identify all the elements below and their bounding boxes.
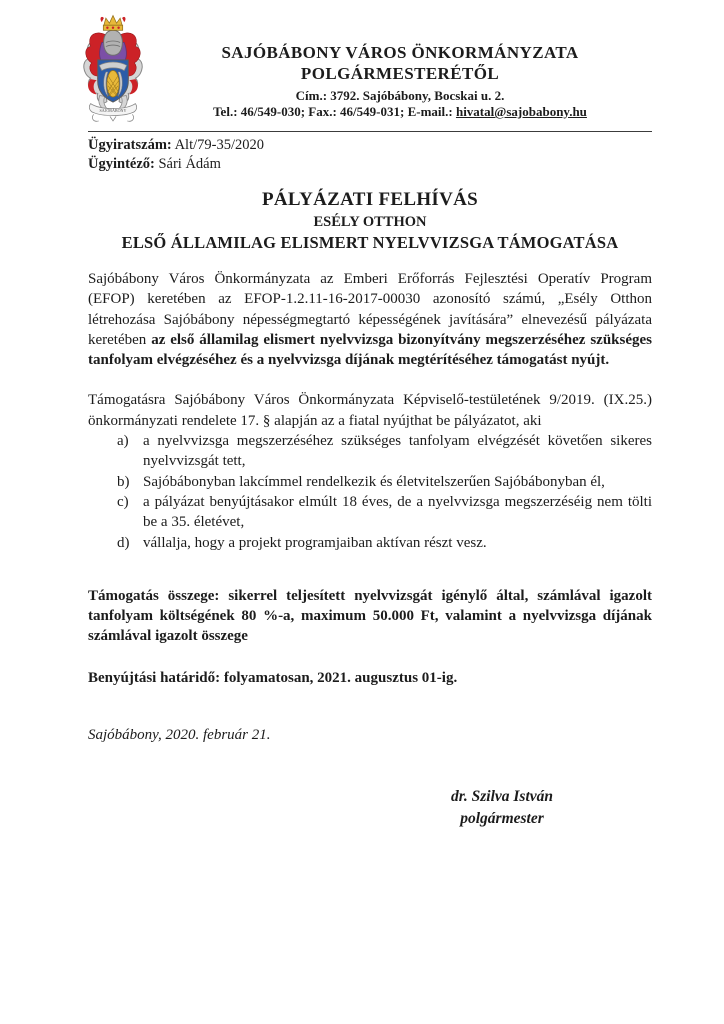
case-number-line	[88, 136, 652, 155]
intro-paragraph	[88, 269, 652, 370]
banner-text: SAJÓBÁBONY	[99, 107, 127, 113]
intro-paragraph-regular: Sajóbábony Város Önkormányzata az Emberi Erőforrás Fejlesztési Operatív Program (EFOP) keretében az EFOP-1.2.11-16-2017-00030 azonosító számú, „Esély Otthon létrehozása Sajóbábony népességmegtartó képességének javítására” elnevezésű pályázata keretében	[88, 271, 652, 348]
grant-amount-paragraph: Támogatás összege: sikerrel teljesített nyelvvizsgát igénylő által, számlával igazolt tanfolyam költségének 80 %-a, maximum 50.000 Ft, valamint a nyelvvizsga díjának számlával igazolt összege	[88, 587, 652, 645]
document-subtitle-2: ELSŐ ÁLLAMILAG ELISMERT NYELVVIZSGA TÁMOGATÁSA	[121, 233, 619, 252]
condition-item-d: vállalja, hogy a projekt programjaiban aktívan részt vesz.	[143, 534, 487, 551]
officer-line	[88, 155, 652, 174]
intro-paragraph-bold: az első államilag elismert nyelvvizsga bizonyítvány megszerzéséhez szükséges tanfolyam elvégzéséhez és a nyelvvizsga díjának megtérítéséhez támogatást nyújt.	[88, 331, 652, 369]
deadline-paragraph: Benyújtási határidő: folyamatosan, 2021. augusztus 01-ig.	[88, 669, 458, 686]
title-block	[88, 188, 652, 253]
signature-name: dr. Szilva István	[450, 788, 554, 806]
header-divider	[88, 131, 652, 132]
letterhead	[88, 12, 652, 122]
letterhead-text	[88, 12, 652, 119]
condition-item-a: a nyelvvizsga megszerzéséhez szükséges tanfolyam elvégzését követően sikeres nyelvvizsgát tett,	[143, 433, 652, 470]
eligibility-paragraph: Támogatásra Sajóbábony Város Önkormányzata Képviselő-testületének 9/2019. (IX.25.) önkormányzati rendelete 17. § alapján az a fiatal nyújthat be pályázatot, aki	[88, 392, 652, 429]
signature-role: polgármester	[460, 810, 544, 828]
dateline: Sajóbábony, 2020. február 21.	[88, 727, 271, 744]
document-subtitle: ESÉLY OTTHON	[313, 214, 427, 230]
document-title: PÁLYÁZATI FELHÍVÁS	[261, 189, 479, 210]
officer-label: Ügyintéző:	[88, 156, 155, 172]
corn-cob	[107, 71, 119, 97]
condition-item-b: Sajóbábonyban lakcímmel rendelkezik és életvitelszerűen Sajóbábonyban él,	[143, 473, 605, 490]
eligibility-conditions	[88, 431, 652, 553]
banner-ribbon	[89, 104, 136, 122]
helmet	[104, 30, 123, 55]
contact-line	[148, 104, 652, 119]
address-line: Cím.: 3792. Sajóbábony, Bocskai u. 2.	[295, 88, 505, 103]
office-name: POLGÁRMESTERÉTŐL	[300, 64, 500, 83]
case-metadata	[88, 136, 652, 174]
coat-of-arms	[76, 14, 150, 124]
document-content	[88, 12, 652, 830]
condition-item-c: a pályázat benyújtásakor elmúlt 18 éves, de a nyelvvizsga megszerzéséig nem tölti be a 35. életévet,	[143, 493, 652, 531]
case-number-label: Ügyiratszám:	[88, 137, 172, 153]
signature-block	[382, 786, 622, 830]
organization-name: SAJÓBÁBONY VÁROS ÖNKORMÁNYZATA	[221, 43, 579, 62]
email-address: hivatal@sajobabony.hu	[455, 104, 587, 119]
case-number-value: Alt/79-35/2020	[171, 137, 265, 153]
contact-prefix: Tel.: 46/549-030; Fax.: 46/549-031; E-mail.:	[213, 104, 456, 119]
crown	[101, 16, 126, 31]
officer-value: Sári Ádám	[154, 156, 221, 172]
